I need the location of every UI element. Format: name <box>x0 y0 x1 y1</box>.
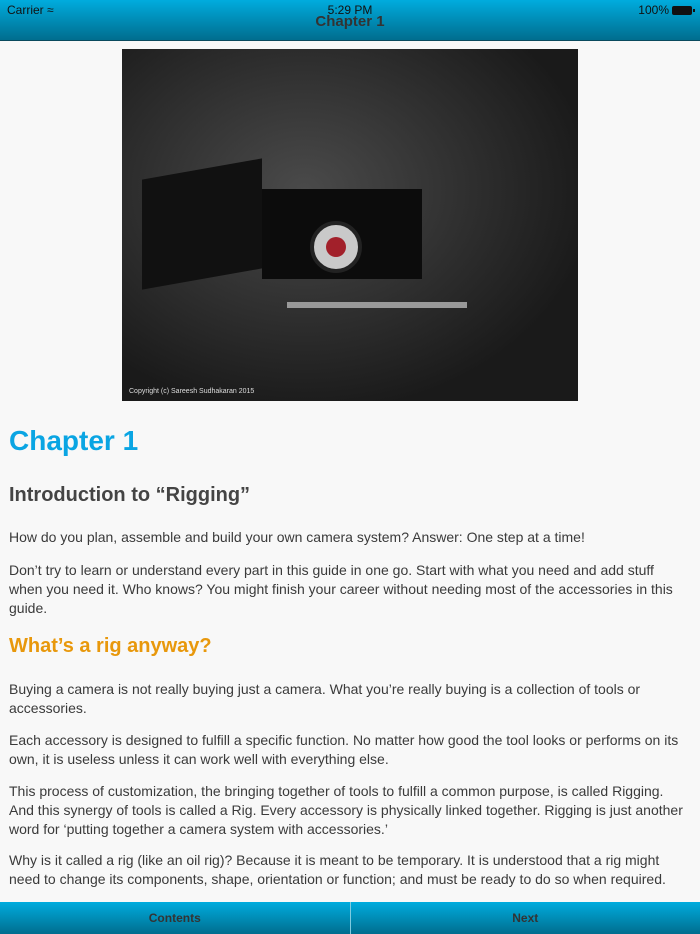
paragraph: How do you plan, assemble and build your own camera system? Answer: One step at a time! <box>9 529 585 545</box>
paragraph: Buying a camera is not really buying just a camera. What you’re really buying is a collection of tools or accessories. <box>9 681 641 716</box>
paragraph: Why is it called a rig (like an oil rig)? Because it is meant to be temporary. It is understood that a rig might need to change its components, shape, orientation or function; and must be ready to do so when required. <box>9 852 666 887</box>
matte-box-shape <box>142 158 262 289</box>
subsection-heading: What’s a rig anyway? <box>9 635 212 657</box>
paragraph: This process of customization, the bringing together of tools to fulfill a common purpose, is called Rigging. And this synergy of tools is called a Rig. Every accessory is physically linked together. Rigging is just another word for ‘putting together a camera system with accessories.’ <box>9 783 683 837</box>
photo-copyright: Copyright (c) Sareesh Sudhakaran 2015 <box>129 388 255 395</box>
wifi-icon: ≈ <box>47 3 54 17</box>
battery-indicator: 100% <box>638 3 692 17</box>
chapter-heading: Chapter 1 <box>9 425 139 456</box>
camera-rig-photo <box>122 49 578 401</box>
paragraph: Don’t try to learn or understand every part in this guide in one go. Start with what you need and add stuff when you need it. Who knows? You might finish your career without needing most of the accessories in this guide. <box>9 562 673 616</box>
next-button[interactable]: Next <box>350 902 700 934</box>
paragraph: Each accessory is designed to fulfill a specific function. No matter how good the tool looks or performs on its own, it is useless unless it can work well with everything else. <box>9 732 679 767</box>
rail-rod-shape <box>287 302 467 308</box>
section-heading: Introduction to “Rigging” <box>9 484 251 506</box>
navigation-bar <box>0 0 700 41</box>
nav-title: Chapter 1 <box>315 13 385 30</box>
bottom-toolbar <box>0 902 700 934</box>
chapter-content[interactable] <box>0 41 700 902</box>
carrier-label: Carrier ≈ <box>7 3 54 17</box>
contents-button[interactable]: Contents <box>148 911 201 925</box>
follow-focus-shape <box>310 221 362 273</box>
status-time: 5:29 PM <box>327 3 373 17</box>
